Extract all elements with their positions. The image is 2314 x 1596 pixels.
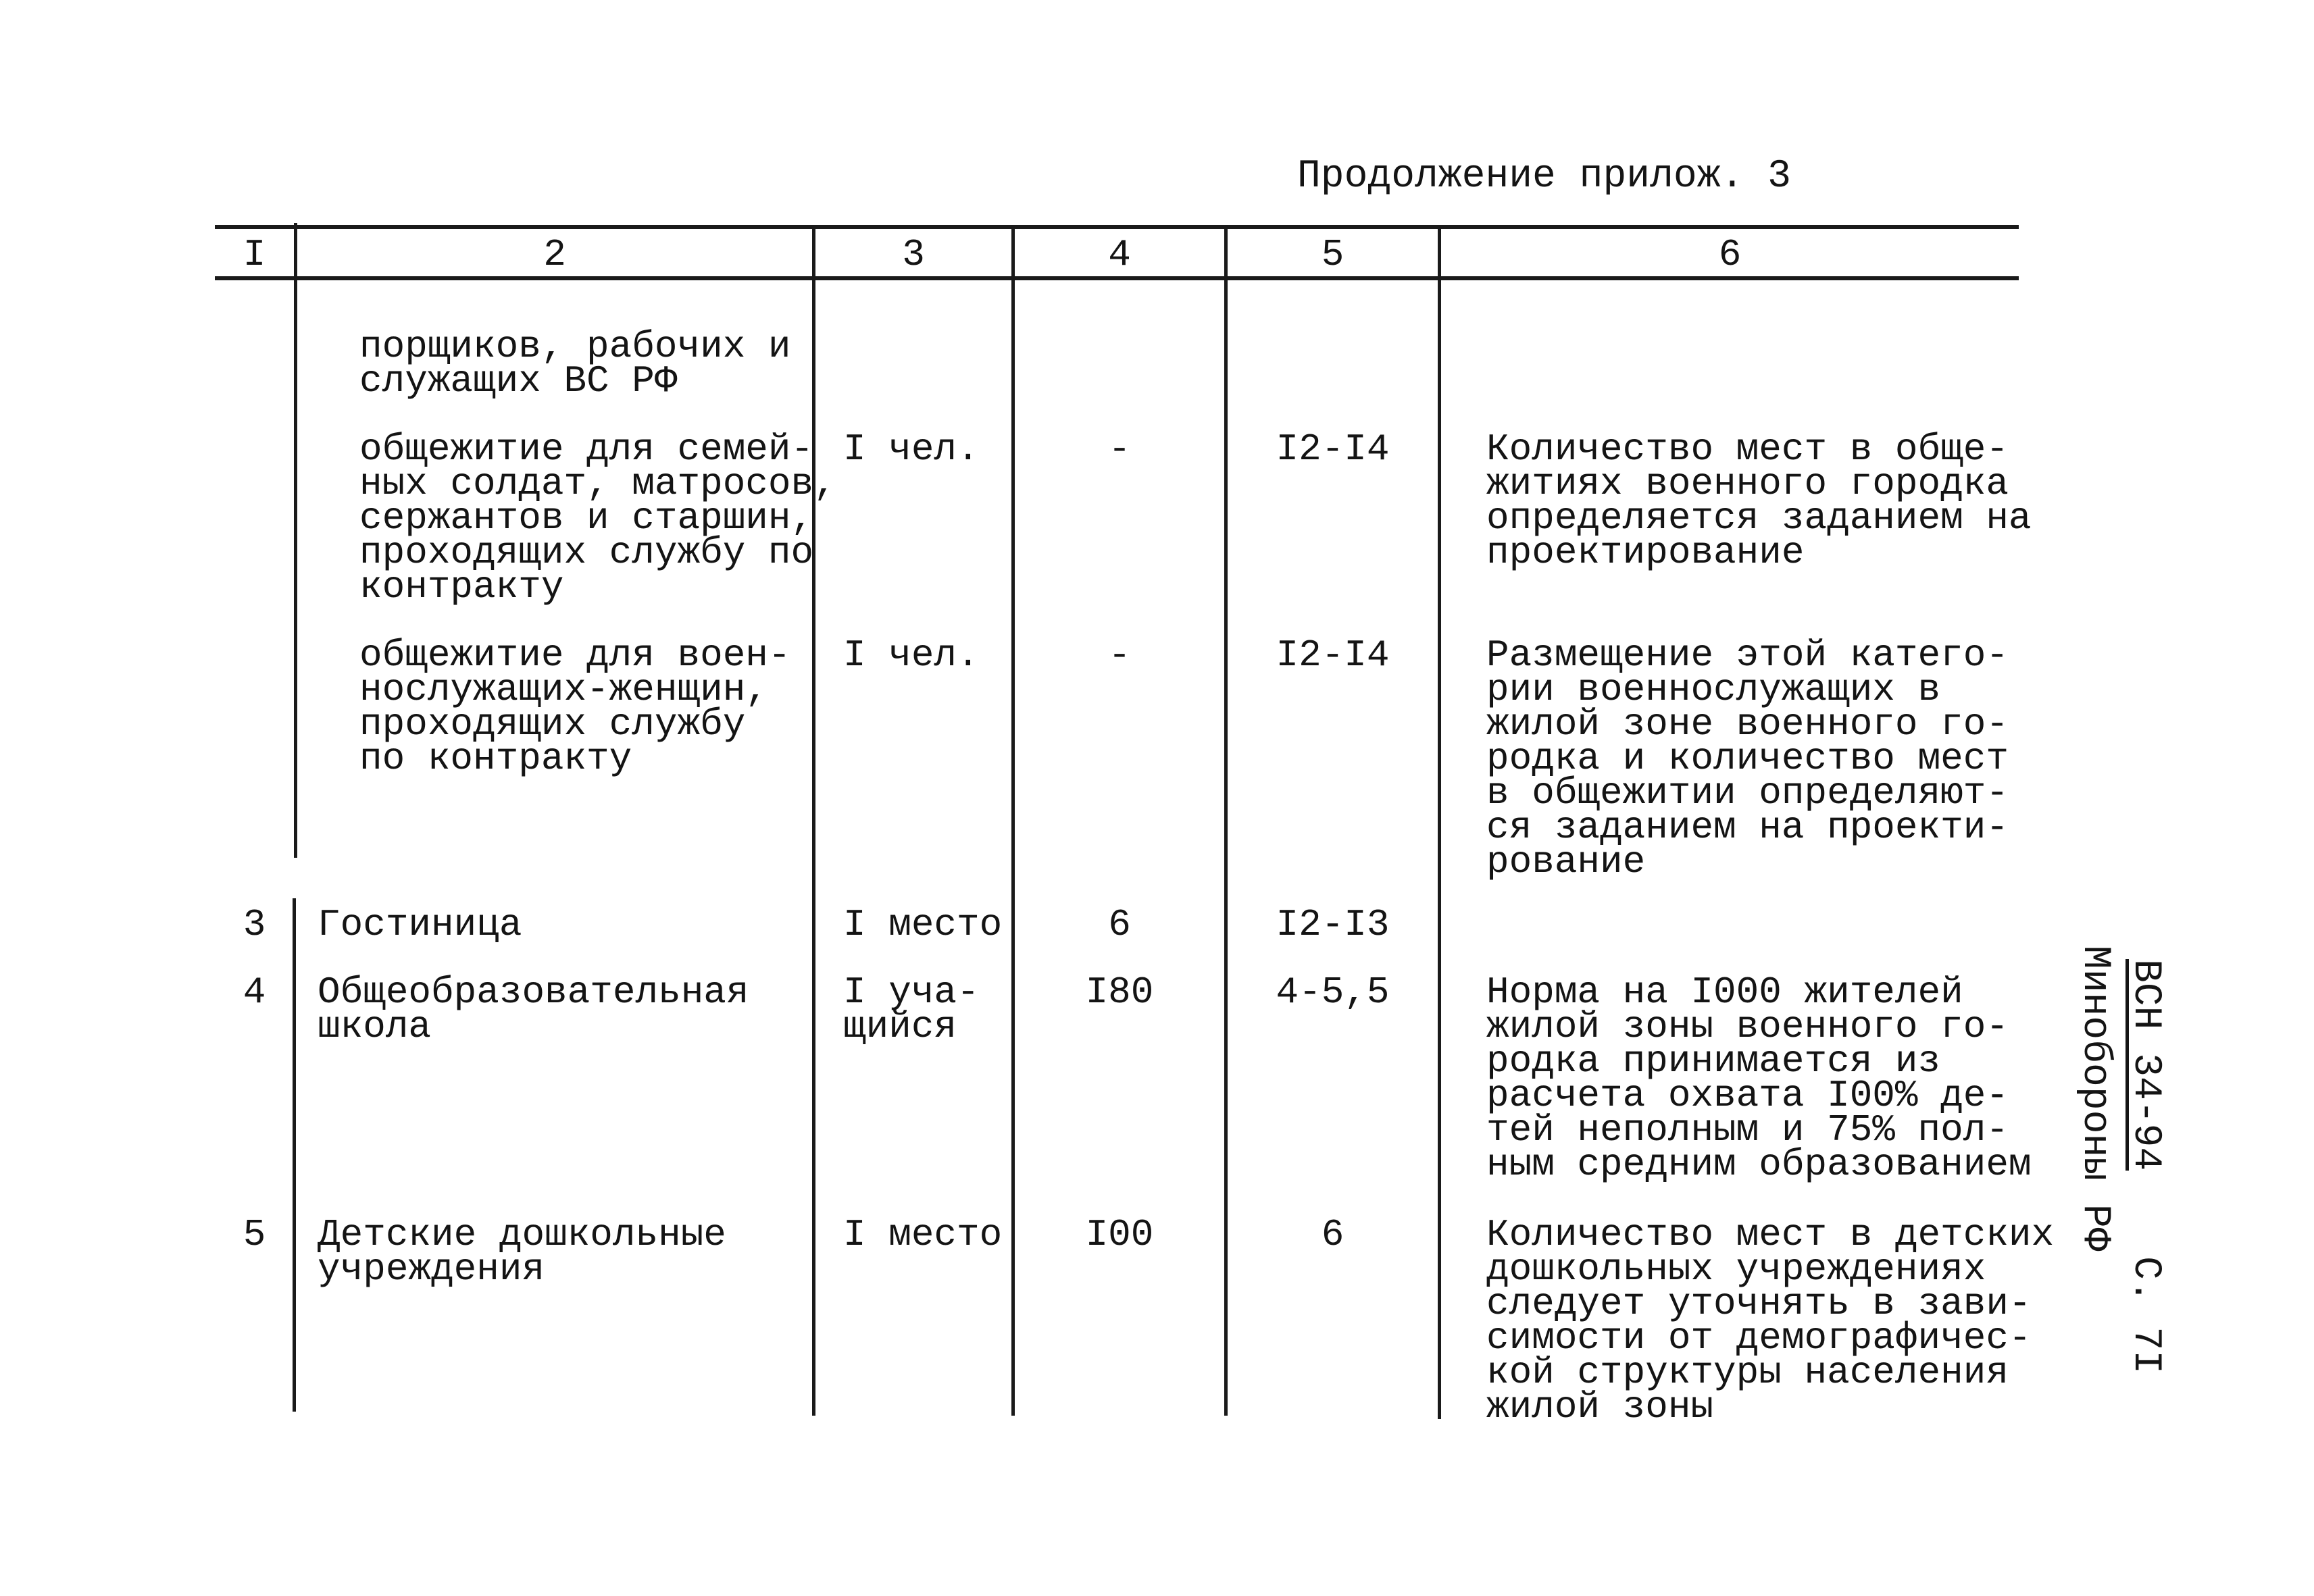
table-row-4-col5: 4-5,5 bbox=[1276, 971, 1390, 1014]
table-row-5-name: Детские дошкольные учреждения bbox=[318, 1213, 726, 1291]
table-row-2-name: общежитие для воен- нослужащих-женщин, проходящих службу по контракту bbox=[359, 634, 791, 780]
side-doc-code: ВСН 34-94 bbox=[2123, 959, 2167, 1171]
table-row-5-col4: I00 bbox=[1085, 1213, 1154, 1256]
table-row-3-name: Гостиница bbox=[318, 903, 522, 946]
column-divider-1 bbox=[294, 223, 297, 858]
side-ministry: Минобороны РФ bbox=[2073, 946, 2117, 1252]
table-row-1-name: общежитие для семей- ных солдат, матросов, сержантов и старшин, проходящих службу по контракту bbox=[359, 428, 836, 609]
table-row-2-col5: I2-I4 bbox=[1276, 634, 1390, 677]
table-row-4-unit: I уча- щийся bbox=[843, 971, 980, 1048]
table-row-2-unit: I чел. bbox=[843, 634, 980, 677]
side-page-number: С. 7I bbox=[2123, 1256, 2167, 1374]
column-number-1: I bbox=[243, 233, 266, 276]
continuation-header: Продолжение прилож. 3 bbox=[1297, 155, 1791, 199]
column-number-4: 4 bbox=[1108, 233, 1131, 276]
table-top-rule bbox=[215, 225, 2019, 229]
table-row-5-unit: I место bbox=[843, 1213, 1003, 1256]
column-divider-2 bbox=[812, 227, 815, 1416]
table-row-3-num: 3 bbox=[243, 903, 266, 946]
table-row-1-col5: I2-I4 bbox=[1276, 428, 1390, 471]
table-row-2-col4: - bbox=[1108, 634, 1131, 677]
table-row-3-col4: 6 bbox=[1108, 903, 1131, 946]
column-number-2: 2 bbox=[543, 233, 566, 276]
table-row-0-name: порщиков, рабочих и служащих ВС РФ bbox=[359, 325, 791, 403]
table-row-3-unit: I место bbox=[843, 903, 1003, 946]
table-row-5-note: Количество мест в детских дошкольных учреждениях следует уточнять в зави- симости от демографичес- кой структуры населения жилой зоны bbox=[1486, 1213, 2055, 1428]
table-row-4-note: Норма на I000 жителей жилой зоны военного го- родка принимается из расчета охвата I00% де- тей неполным и 75% пол- ным средним образованием bbox=[1486, 971, 2032, 1186]
column-divider-5 bbox=[1438, 227, 1441, 1419]
table-row-2-note: Размещение этой катего- рии военнослужащих в жилой зоне военного го- родка и количество мест в общежитии определяют- ся заданием на проекти- рование bbox=[1486, 634, 2009, 883]
table-row-3-col5: I2-I3 bbox=[1276, 903, 1390, 946]
table-header-rule bbox=[215, 276, 2019, 280]
table-row-5-col5: 6 bbox=[1321, 1213, 1344, 1256]
table-row-1-note: Количество мест в обще- житиях военного городка определяется заданием на проектирование bbox=[1486, 428, 2032, 574]
table-row-4-col4: I80 bbox=[1085, 971, 1154, 1014]
table-row-1-col4: - bbox=[1108, 428, 1131, 471]
table-row-5-num: 5 bbox=[243, 1213, 266, 1256]
column-number-3: 3 bbox=[902, 233, 925, 276]
table-row-4-name: Общеобразовательная школа bbox=[318, 971, 749, 1048]
column-number-6: 6 bbox=[1718, 233, 1742, 276]
table-row-4-num: 4 bbox=[243, 971, 266, 1014]
column-number-5: 5 bbox=[1321, 233, 1344, 276]
table-row-1-unit: I чел. bbox=[843, 428, 980, 471]
